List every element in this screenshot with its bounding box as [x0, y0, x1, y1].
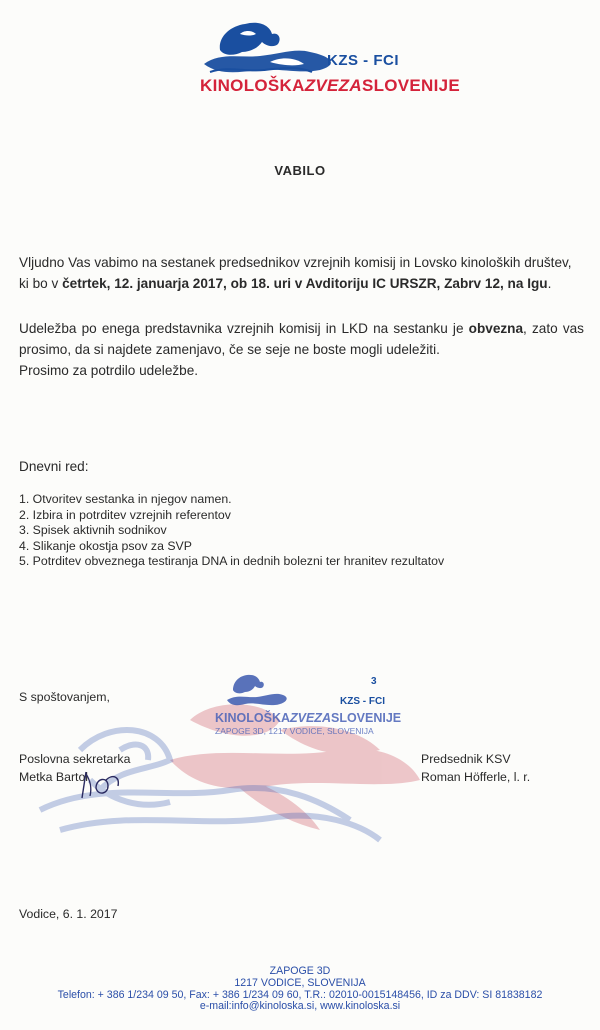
footer-web[interactable]: e-mail:info@kinoloska.si, www.kinoloska.si [199, 1000, 401, 1013]
footer-city: 1217 VODICE, SLOVENIJA [234, 976, 366, 989]
left-signatory-name: Metka Bartol [19, 770, 89, 784]
org-short-name: KZS - FCI [327, 52, 399, 69]
agenda-item: 5. Potrditev obveznega testiranja DNA in dednih bolezni ter hranitev rezultatov [19, 554, 445, 568]
agenda-item: 1. Otvoritev sestanka in njegov namen. [19, 492, 232, 506]
agenda-item: 4. Slikanje okostja psov za SVP [19, 538, 192, 553]
attendance-paragraph: Udeležba po enega predstavnika vzrejnih komisij in LKD na sestanku je obvezna, zato vas prosimo, da si najdete zamenjavo, če se seje ne boste mogli udeležiti. [19, 321, 584, 357]
right-signatory-role: Predsednik KSV [421, 752, 511, 766]
right-signatory-name: Roman Höfferle, l. r. [421, 770, 531, 784]
handwritten-signature-icon [76, 768, 126, 802]
agenda-item: 3. Spisek aktivnih sodnikov [19, 523, 167, 537]
footer-contacts: Telefon: + 386 1/234 09 50, Fax: + 386 1/234 09 60, T.R.: 02010-0015148456, ID za DDV: SI 81838182 [57, 988, 543, 1001]
agenda-list [19, 492, 444, 570]
footer-street: ZAPOGE 3D [269, 965, 331, 977]
footer [0, 966, 600, 1013]
stamp-address: ZAPOGE 3D, 1217 VODICE, SLOVENIJA [215, 726, 374, 736]
intro-paragraph [19, 252, 584, 294]
brand-name: KINOLOŠKAZVEZASLOVENIJE [200, 76, 461, 95]
stamp-org-short: KZS - FCI [340, 696, 385, 707]
left-signatory-role: Poslovna sekretarka [19, 752, 131, 766]
intro-line-1: Vljudno Vas vabimo na sestanek predsednikov vzrejnih komisij in Lovsko kinoloških društev, [19, 255, 572, 270]
closing-text: S spoštovanjem, [19, 690, 110, 704]
place-date: Vodice, 6. 1. 2017 [19, 907, 118, 921]
confirm-line: Prosimo za potrdilo udeležbe. [19, 363, 199, 378]
agenda-heading: Dnevni red: [19, 459, 89, 474]
stamp-number: 3 [371, 676, 377, 687]
right-signatory [421, 750, 530, 786]
stamp-brand: KINOLOŠKAZVEZASLOVENIJE [215, 711, 402, 725]
page-title: VABILO [274, 163, 326, 178]
agenda-item: 2. Izbira in potrditev vzrejnih referentov [19, 507, 231, 522]
intro-line-2: ki bo v četrtek, 12. januarja 2017, ob 18. uri v Avditoriju IC URSZR, Zabrv 12, na Igu. [19, 276, 552, 291]
